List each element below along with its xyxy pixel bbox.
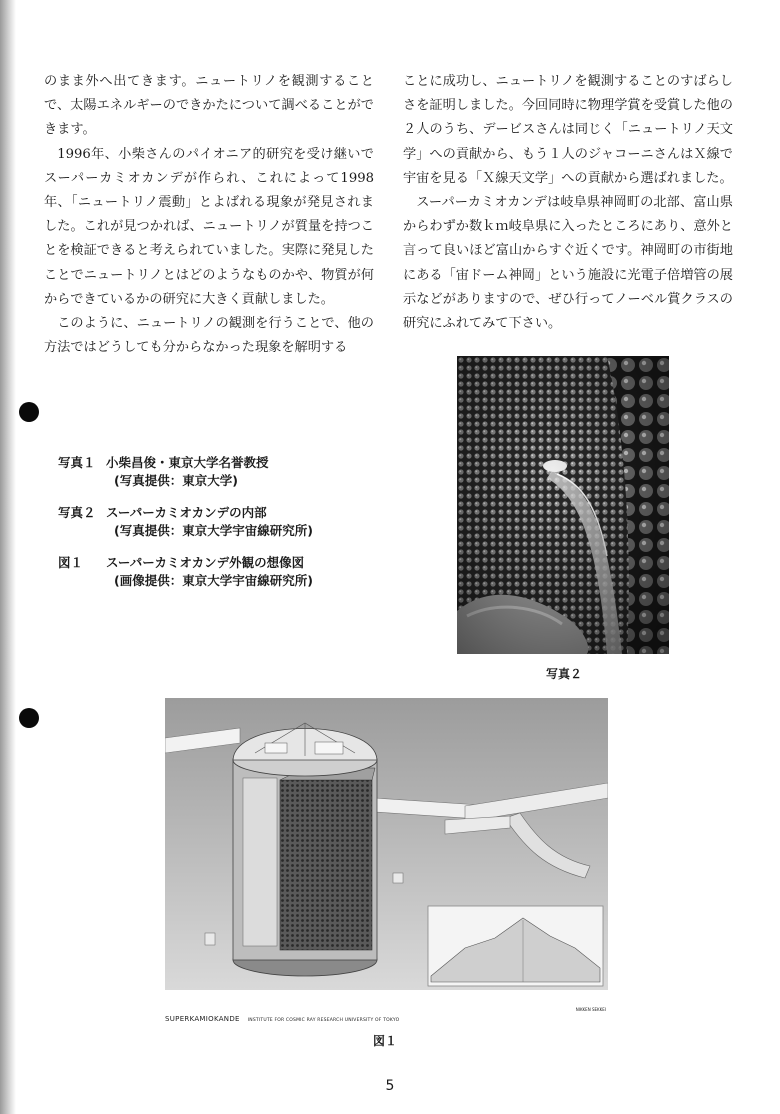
photo-2-detector-interior bbox=[457, 356, 669, 654]
page-number: 5 bbox=[385, 1078, 395, 1094]
paragraph: スーパーカミオカンデは岐阜県神岡町の北部、富山県からわずか数ｋｍ岐阜県に入ったところにあり、意外と言って良いほど富山からすぐ近くです。神岡町の市街地にある「宙ドーム神岡」という施設に光電子倍増管の展示などがありますので、ぜひ行ってノーベル賞クラスの研究にふれてみて下さい。 bbox=[403, 195, 733, 332]
photo-2-label: 写真２ bbox=[546, 667, 583, 681]
paragraph: のまま外へ出てきます。ニュートリノを観測することで、太陽エネルギーのできかたについて調べることができます。 bbox=[44, 74, 374, 138]
caption-title: スーパーカミオカンデ外観の想像図 bbox=[106, 555, 305, 570]
caption-list bbox=[58, 454, 378, 604]
caption-credit: (写真提供：東京大学宇宙線研究所) bbox=[114, 523, 313, 538]
caption-item bbox=[58, 504, 378, 540]
figure-institute-text: INSTITUTE FOR COSMIC RAY RESEARCH UNIVERSITY OF TOKYO bbox=[247, 1018, 400, 1023]
paragraph: ことに成功し、ニュートリノを観測することのすばらしさを証明しました。今回同時に物理学賞を受賞した他の２人のうち、デービスさんは同じく「ニュートリノ天文学」への貢献から、もう１人のジャコーニさんはＸ線で宇宙を見る「Ｘ線天文学」への貢献から選ばれました。 bbox=[403, 74, 733, 186]
caption-title: スーパーカミオカンデの内部 bbox=[106, 505, 267, 520]
figure-1-label: 図１ bbox=[373, 1034, 398, 1048]
figure-title-text: SUPERKAMIOKANDE bbox=[165, 1015, 240, 1023]
caption-label: 図１ bbox=[58, 555, 84, 570]
caption-item bbox=[58, 454, 378, 490]
figure-1-footer bbox=[165, 1006, 608, 1025]
caption-credit: (写真提供：東京大学) bbox=[114, 473, 238, 488]
caption-label: 写真２ bbox=[58, 505, 96, 520]
punch-hole-top bbox=[19, 402, 39, 422]
right-text-column bbox=[403, 70, 733, 336]
caption-credit: (画像提供：東京大学宇宙線研究所) bbox=[114, 573, 313, 588]
figure-signature-text: NIKKEN SEKKEI bbox=[575, 1007, 606, 1012]
punch-hole-bottom bbox=[19, 708, 39, 728]
paragraph: 1996年、小柴さんのパイオニア的研究を受け継いでスーパーカミオカンデが作られ、これによって1998年、「ニュートリノ震動」とよばれる現象が発見されました。これが見つかれば、ニュートリノが質量を持つことを検証できると考えられていました。実際に発見したことでニュートリノとはどのようなものかや、物質が何からできているかの研究に大きく貢献しました。 bbox=[44, 146, 374, 307]
caption-title: 小柴昌俊・東京大学名誉教授 bbox=[106, 455, 269, 470]
paragraph: このように、ニュートリノの観測を行うことで、他の方法ではどうしても分からなかった現象を解明する bbox=[44, 316, 374, 356]
caption-label: 写真１ bbox=[58, 455, 96, 470]
page-edge-shadow bbox=[0, 0, 16, 1114]
left-text-column bbox=[44, 70, 374, 360]
figure-1-cutaway-illustration bbox=[165, 698, 608, 990]
caption-item bbox=[58, 554, 378, 590]
